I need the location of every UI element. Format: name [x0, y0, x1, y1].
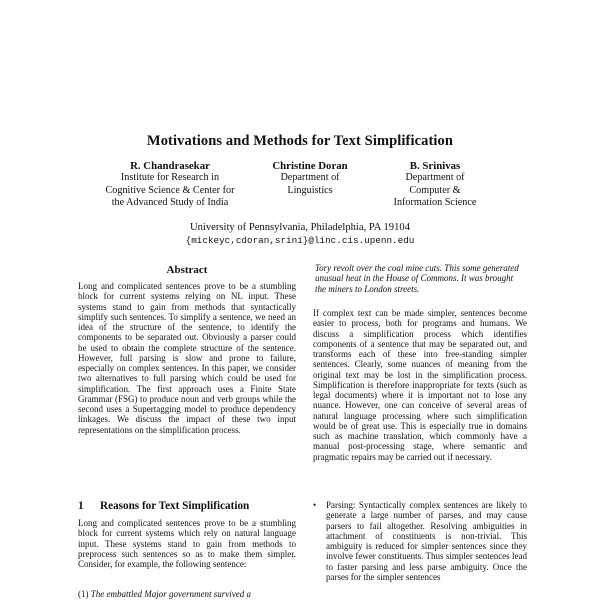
bullet-text: Parsing: Syntactically complex sentences are likely to generate a large number of parses, and may cause parsers to fail altogether. Resolving ambiguities in attachment of constituents is non-trivial. This ambiguity is reduced for simpler sentences since they involve fewer constituents. Thus simpler sentences lead to faster parsing and less parse ambiguity. Once the parses for the simpler sentences: [326, 500, 527, 582]
author-block-3: [360, 160, 510, 210]
paper-title: Motivations and Methods for Text Simplification: [146, 133, 454, 149]
author-affiliation-line: Cognitive Science & Center for: [105, 184, 235, 196]
author-name: Christine Doran: [272, 160, 348, 172]
author-affiliation-line: Computer &: [409, 184, 461, 196]
example-text: The embattled Major government survived a: [90, 589, 251, 599]
bullet-icon: •: [313, 500, 317, 510]
author-affiliation-line: Information Science: [393, 197, 477, 209]
author-affiliation-line: Institute for Research in: [120, 172, 220, 184]
email-line: {mickeyc,cdoran,srini}@linc.cis.upenn.edu: [185, 235, 415, 246]
section-heading: [78, 500, 308, 512]
author-block-1: [70, 160, 270, 210]
author-affiliation-line: Linguistics: [287, 184, 333, 196]
section-text: Long and complicated sentences prove to be a stumbling block for current systems which rely on natural language input. These systems stand to gain from methods to preprocess such sentences so as to make them simpler. Consider, for example, the following sentence:: [78, 518, 296, 569]
university-line: University of Pennsylvania, Philadelphia, PA 19104: [189, 222, 410, 233]
right-column-text: If complex text can be made simpler, sentences become easier to process, both for programs and humans. We discuss a simplification process which identifies components of a sentence that may be separated out, and transforms each of these into free-standing simpler sentences. Clearly, some nuances of meaning from the original text may be lost in the simplification process. Simplification is therefore inappropriate for texts (such as legal documents) where it is important not to lose any nuance. However, one can conceive of several areas of natural language processing where such simplification would be of great use. This is especially true in domains such as machine translation, which commonly have a manual post-processing stage, where semantic and pragmatic repairs may be carried out if necessary.: [313, 308, 527, 462]
author-affiliation-line: Department of: [405, 172, 465, 184]
section-title: Reasons for Text Simplification: [100, 500, 250, 512]
example-quote: Tory revolt over the coal mine cuts. This some generated unusual heat in the House of Commons. It was brought the miners to London streets.: [315, 263, 519, 294]
author-name: R. Chandrasekar: [130, 160, 210, 172]
example-label: (1): [78, 589, 89, 599]
section-number: 1: [78, 500, 84, 512]
bullet-item: [313, 500, 527, 582]
abstract-text: Long and complicated sentences prove to be a stumbling block for current systems relying on NL input. These systems stand to gain from methods that syntactically simplify such sentences. To simplify a sentence, we need an idea of the structure of the sentence, to identify the components to be separated out. Obviously a parser could be used to obtain the complete structure of the sentence. However, full parsing is slow and prone to failure, especially on complex sentences. In this paper, we consider two alternatives to full parsing which could be used for simplification. The first approach uses a Finite State Grammar (FSG) to produce noun and verb groups while the second uses a Supertagging model to produce dependency linkages. We discuss the impact of these two input representations on the simplification process.: [78, 281, 296, 435]
author-name: B. Srinivas: [409, 160, 461, 172]
author-block-2: [245, 160, 375, 197]
author-affiliation-line: Department of: [280, 172, 340, 184]
abstract-heading: Abstract: [166, 264, 208, 276]
example-sentence: [78, 589, 296, 599]
author-affiliation-line: the Advanced Study of India: [111, 197, 229, 209]
